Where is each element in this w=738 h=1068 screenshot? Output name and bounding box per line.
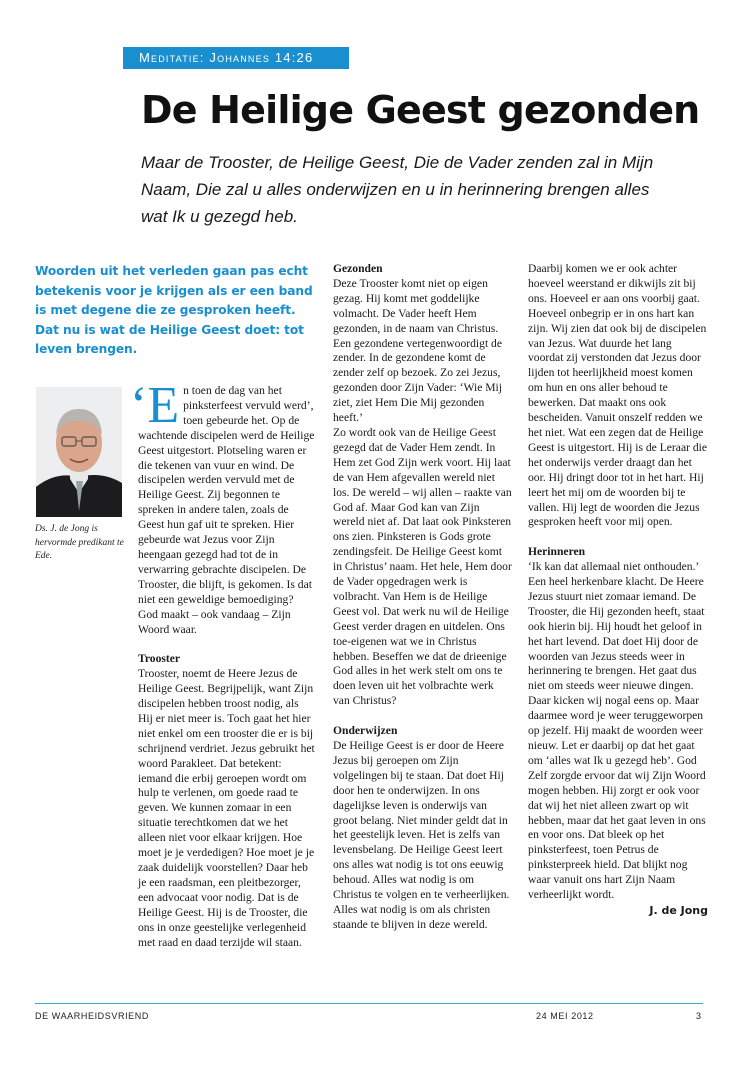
section-trooster-text: Trooster, noemt de Heere Jezus de Heilige Geest. Begrijpelijk, want Zijn discipelen hebben troost nodig, als Hij er niet meer is. Toch gaat het hier niet enkel om een trooster die er is bij schrijnend verdriet. Jezus gebruikt het woord Parakleet. Dat betekent: iemand die erbij geroepen wordt om hulp te verlenen, om goede raad te geven. We kunnen zomaar in een situatie terechtkomen dat we het alleen niet voor elkaar krijgen. Hoe moet je je verdedigen? Hoe moet je je zaak duidelijk voorstellen? Daar heb je een raadsman, een pleitbezorger, een advocaat voor nodig. Dat is de Heilige Geest. Hij is de Trooster, die ons in onze geestelijke verlegenheid met raad en daad terzijde wil staan. <box>138 667 315 949</box>
column-2 <box>333 262 513 933</box>
drop-cap: ‘E <box>130 377 180 434</box>
footer-divider <box>35 1003 703 1004</box>
section-herinneren-text: ‘Ik kan dat allemaal niet onthouden.’ Een heel herkenbare klacht. De Heere Jezus stuurt niet zomaar iemand. De Trooster, die Hij gezonden heeft, staat ook hierin bij. Hij houdt het geloof in het hart levend. Dat doet Hij door de woorden van Jezus steeds weer in herinnering te brengen. Het gaat dus niet om steeds weer nieuwe dingen. Daar kicken wij nogal eens op. Maar daarmee word je weer teruggeworpen op jezelf. Hij maakt de woorden weer nieuw. Let er daarbij op dat het gaat om ‘alles wat Ik u gezegd heb’. God Zelf zorgde ervoor dat wij Zijn Woord mogen hebben. Hij zorgt er ook voor dat wij het niet alleen zwart op wit hebben, maar dat het gaat leven in ons en voor ons. Dat bleek op het pinksterfeest, toen Petrus de pinksterpreek hield. Dat blijkt nog waar vanuit ons hart Zijn Naam verheerlijkt wordt. <box>528 560 706 902</box>
section-heading-trooster: Trooster <box>138 652 181 666</box>
opening-text: n toen de dag van het pinksterfeest vervuld werd’, toen gebeurde het. Op de wachtende discipelen werd de Heilige Geest uitgestort. Plotseling waren er die tekenen van vuur en wind. De discipelen werden vervuld met de Heilige Geest. Zij begonnen te spreken in andere talen, zoals de Geest hun gaf uit te spreken. Hier gebeurde wat Jezus voor Zijn heengaan gezegd had tot de in verwarring gebrachte discipelen. De Trooster, die blijft, is gekomen. Is dat niet een geweldige bemoediging? God maakt – ook vandaag – Zijn Woord waar. <box>138 384 315 636</box>
section-gezonden-text-2: Zo wordt ook van de Heilige Geest gezegd dat de Vader Hem zendt. In Hem zet God Zijn werk voort. Hij laat de van Hem afgevallen wereld niet los. De wereld – wij allen – raakte van God af. Maar God kan van Zijn wereld niet af. Dat laat ook Pinksteren ons zien. Pinksteren is Gods grote zendingsfeit. De Heilige Geest komt in Christus’ naam. Het hele, Hem door de Vader opgedragen werk is volbracht. Van Hem is de Heilige Geest vol. Dat werk nu wil de Heilige Geest verder dragen en uitdelen. Ons toe-eigenen wat we in Christus hebben. Beseffen we dat de drieenige God alles in het werk stelt om ons te doen leven uit het volbrachte werk van Christus? <box>333 425 512 708</box>
author-signature: J. de Jong <box>649 903 708 917</box>
section-gezonden-text-1: Deze Trooster komt niet op eigen gezag. Hij komt met goddelijke volmacht. De Vader heeft Hem gezonden, in de naam van Christus. Een gezondene vertegenwoordigt de zender. In de gezondene komt de zender zelf op bezoek. Zo zei Jezus, gezonden door Zijn Vader: ‘Wie Mij ziet, ziet Hem Die Mij gezonden heeft.’ <box>333 276 503 425</box>
opening-paragraph <box>130 377 316 637</box>
portrait-icon <box>36 387 122 517</box>
section-heading-herinneren: Herinneren <box>528 545 586 559</box>
section-kicker: Meditatie: Johannes 14:26 <box>123 47 349 69</box>
article-title: De Heilige Geest gezonden <box>141 88 700 132</box>
footer-page-number: 3 <box>696 1011 702 1021</box>
column-1 <box>130 377 316 950</box>
footer-publication: DE WAARHEIDSVRIEND <box>35 1011 149 1021</box>
column-3 <box>528 262 708 919</box>
section-heading-gezonden: Gezonden <box>333 262 383 275</box>
section-onderwijzen-text: De Heilige Geest is er door de Heere Jezus bij geroepen om Zijn volgelingen bij te staan. Dat doet Hij door hen te onderwijzen. In ons dagelijkse leven is onderwijs van groot belang. Niet minder geldt dat in het geestelijk leven. Het is zelfs van levensbelang. De Heilige Geest leert ons alles wat nodig is tot ons eeuwig behoud. Alles wat nodig is om Christus te volgen en te verheerlijken. Alles wat nodig is om als christen staande te blijven in deze wereld. <box>333 738 510 931</box>
author-caption: Ds. J. de Jong is hervormde predikant te Ede. <box>35 524 124 561</box>
section-heading-onderwijzen: Onderwijzen <box>333 724 398 738</box>
author-portrait-photo <box>36 387 122 517</box>
intro-lead: Woorden uit het verleden gaan pas echt betekenis voor je krijgen als er een band is met degene die ze gesproken heeft. Dat nu is wat de Heilige Geest doet: tot leven brengen. <box>35 264 313 357</box>
footer-date: 24 MEI 2012 <box>536 1011 594 1021</box>
continuation-text: Daarbij komen we er ook achter hoeveel weerstand er dikwijls zit bij ons. Hoeveel er aan ons voorbij gaat. Hoeveel onbegrip er in ons hart kan zijn. Wij zien dat ook bij de discipelen van Jezus. Wat duurde het lang voordat zij verstonden dat Jezus door lijden tot heerlijkheid moest komen om hun en ons aller behoud te bewerken. Dat maakt ons ook bescheiden. Vanuit onszelf redden we het niet. Wat een zegen dat de Heilige Geest is uitgestort. Hij is de Leraar die het onderwijs verder draagt dan het oor. Hij dringt door tot in het hart. Hij leert het mij om de woorden bij te vallen. Hij legt de woorden die Jezus gesproken heeft voor mij open. <box>528 262 708 529</box>
bible-verse: Maar de Trooster, de Heilige Geest, Die de Vader zenden zal in Mijn Naam, Die zal u alles onderwijzen en u in herinnering brengen alles wat Ik u gezegd heb. <box>141 153 654 226</box>
